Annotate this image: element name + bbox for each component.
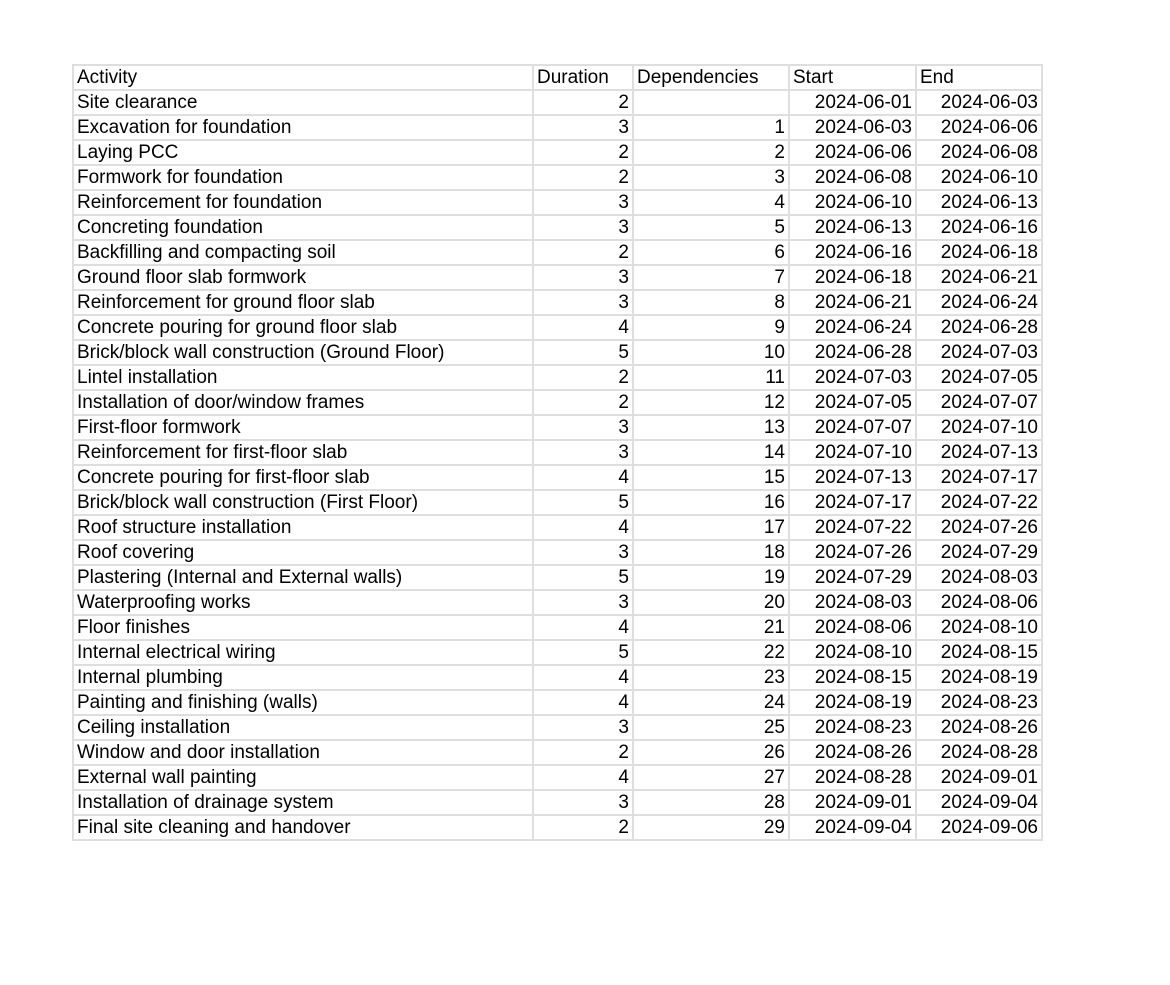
duration-cell[interactable]: 2 bbox=[533, 390, 633, 415]
duration-cell[interactable]: 2 bbox=[533, 740, 633, 765]
table-row bbox=[73, 315, 1042, 340]
dependencies-cell[interactable]: 1 bbox=[633, 115, 789, 140]
dependencies-cell[interactable]: 6 bbox=[633, 240, 789, 265]
activity-cell[interactable]: Floor finishes bbox=[73, 615, 533, 640]
table-row bbox=[73, 265, 1042, 290]
table-row bbox=[73, 365, 1042, 390]
dependencies-cell[interactable]: 12 bbox=[633, 390, 789, 415]
start-cell[interactable]: 2024-06-13 bbox=[789, 215, 916, 240]
end-cell[interactable]: 2024-06-18 bbox=[916, 240, 1042, 265]
end-cell[interactable]: 2024-06-13 bbox=[916, 190, 1042, 215]
duration-cell[interactable]: 3 bbox=[533, 290, 633, 315]
start-cell[interactable]: 2024-07-26 bbox=[789, 540, 916, 565]
table-row bbox=[73, 540, 1042, 565]
schedule-body bbox=[73, 90, 1042, 840]
duration-cell[interactable]: 3 bbox=[533, 265, 633, 290]
table-row bbox=[73, 490, 1042, 515]
header-end[interactable]: End bbox=[916, 65, 1042, 90]
end-cell[interactable]: 2024-07-17 bbox=[916, 465, 1042, 490]
dependencies-cell[interactable]: 14 bbox=[633, 440, 789, 465]
start-cell[interactable]: 2024-07-05 bbox=[789, 390, 916, 415]
end-cell[interactable]: 2024-08-19 bbox=[916, 665, 1042, 690]
table-row bbox=[73, 215, 1042, 240]
table-row bbox=[73, 640, 1042, 665]
end-cell[interactable]: 2024-09-01 bbox=[916, 765, 1042, 790]
end-cell[interactable]: 2024-06-08 bbox=[916, 140, 1042, 165]
start-cell[interactable]: 2024-06-28 bbox=[789, 340, 916, 365]
duration-cell[interactable]: 5 bbox=[533, 565, 633, 590]
table-row bbox=[73, 390, 1042, 415]
duration-cell[interactable]: 2 bbox=[533, 90, 633, 115]
table-row bbox=[73, 115, 1042, 140]
duration-cell[interactable]: 4 bbox=[533, 690, 633, 715]
end-cell[interactable]: 2024-08-06 bbox=[916, 590, 1042, 615]
header-dependencies[interactable]: Dependencies bbox=[633, 65, 789, 90]
table-row bbox=[73, 740, 1042, 765]
start-cell[interactable]: 2024-07-03 bbox=[789, 365, 916, 390]
activity-cell[interactable]: Concrete pouring for first-floor slab bbox=[73, 465, 533, 490]
duration-cell[interactable]: 3 bbox=[533, 790, 633, 815]
start-cell[interactable]: 2024-06-01 bbox=[789, 90, 916, 115]
header-duration[interactable]: Duration bbox=[533, 65, 633, 90]
start-cell[interactable]: 2024-07-29 bbox=[789, 565, 916, 590]
start-cell[interactable]: 2024-06-10 bbox=[789, 190, 916, 215]
start-cell[interactable]: 2024-06-16 bbox=[789, 240, 916, 265]
end-cell[interactable]: 2024-07-03 bbox=[916, 340, 1042, 365]
activity-cell[interactable]: Brick/block wall construction (First Floor) bbox=[73, 490, 533, 515]
activity-cell[interactable]: Reinforcement for ground floor slab bbox=[73, 290, 533, 315]
activity-cell[interactable]: Roof covering bbox=[73, 540, 533, 565]
end-cell[interactable]: 2024-08-10 bbox=[916, 615, 1042, 640]
dependencies-cell[interactable]: 19 bbox=[633, 565, 789, 590]
start-cell[interactable]: 2024-09-01 bbox=[789, 790, 916, 815]
start-cell[interactable]: 2024-08-26 bbox=[789, 740, 916, 765]
activity-cell[interactable]: External wall painting bbox=[73, 765, 533, 790]
end-cell[interactable]: 2024-06-21 bbox=[916, 265, 1042, 290]
start-cell[interactable]: 2024-07-17 bbox=[789, 490, 916, 515]
duration-cell[interactable]: 5 bbox=[533, 490, 633, 515]
end-cell[interactable]: 2024-08-23 bbox=[916, 690, 1042, 715]
start-cell[interactable]: 2024-09-04 bbox=[789, 815, 916, 840]
table-row bbox=[73, 340, 1042, 365]
schedule-table bbox=[72, 64, 1043, 841]
table-row bbox=[73, 465, 1042, 490]
activity-cell[interactable]: Excavation for foundation bbox=[73, 115, 533, 140]
activity-cell[interactable]: Reinforcement for first-floor slab bbox=[73, 440, 533, 465]
table-row bbox=[73, 190, 1042, 215]
dependencies-cell[interactable]: 28 bbox=[633, 790, 789, 815]
activity-cell[interactable]: Waterproofing works bbox=[73, 590, 533, 615]
duration-cell[interactable]: 3 bbox=[533, 440, 633, 465]
activity-cell[interactable]: First-floor formwork bbox=[73, 415, 533, 440]
duration-cell[interactable]: 4 bbox=[533, 465, 633, 490]
table-row bbox=[73, 415, 1042, 440]
start-cell[interactable]: 2024-08-03 bbox=[789, 590, 916, 615]
start-cell[interactable]: 2024-06-21 bbox=[789, 290, 916, 315]
activity-cell[interactable]: Brick/block wall construction (Ground Floor) bbox=[73, 340, 533, 365]
end-cell[interactable]: 2024-07-07 bbox=[916, 390, 1042, 415]
table-row bbox=[73, 165, 1042, 190]
start-cell[interactable]: 2024-06-08 bbox=[789, 165, 916, 190]
header-activity[interactable]: Activity bbox=[73, 65, 533, 90]
activity-cell[interactable]: Painting and finishing (walls) bbox=[73, 690, 533, 715]
duration-cell[interactable]: 4 bbox=[533, 665, 633, 690]
duration-cell[interactable]: 2 bbox=[533, 365, 633, 390]
table-row bbox=[73, 440, 1042, 465]
activity-cell[interactable]: Internal plumbing bbox=[73, 665, 533, 690]
start-cell[interactable]: 2024-07-07 bbox=[789, 415, 916, 440]
end-cell[interactable]: 2024-06-03 bbox=[916, 90, 1042, 115]
activity-cell[interactable]: Formwork for foundation bbox=[73, 165, 533, 190]
dependencies-cell[interactable]: 4 bbox=[633, 190, 789, 215]
start-cell[interactable]: 2024-08-19 bbox=[789, 690, 916, 715]
start-cell[interactable]: 2024-08-10 bbox=[789, 640, 916, 665]
end-cell[interactable]: 2024-06-28 bbox=[916, 315, 1042, 340]
dependencies-cell[interactable]: 27 bbox=[633, 765, 789, 790]
activity-cell[interactable]: Ground floor slab formwork bbox=[73, 265, 533, 290]
end-cell[interactable]: 2024-07-26 bbox=[916, 515, 1042, 540]
table-row bbox=[73, 90, 1042, 115]
duration-cell[interactable]: 5 bbox=[533, 640, 633, 665]
table-row bbox=[73, 765, 1042, 790]
activity-cell[interactable]: Internal electrical wiring bbox=[73, 640, 533, 665]
start-cell[interactable]: 2024-07-10 bbox=[789, 440, 916, 465]
table-row bbox=[73, 590, 1042, 615]
dependencies-cell[interactable]: 23 bbox=[633, 665, 789, 690]
end-cell[interactable]: 2024-09-06 bbox=[916, 815, 1042, 840]
activity-cell[interactable]: Roof structure installation bbox=[73, 515, 533, 540]
duration-cell[interactable]: 4 bbox=[533, 515, 633, 540]
header-row bbox=[73, 65, 1042, 90]
duration-cell[interactable]: 3 bbox=[533, 540, 633, 565]
dependencies-cell[interactable]: 18 bbox=[633, 540, 789, 565]
activity-cell[interactable]: Backfilling and compacting soil bbox=[73, 240, 533, 265]
dependencies-cell[interactable]: 3 bbox=[633, 165, 789, 190]
activity-cell[interactable]: Plastering (Internal and External walls) bbox=[73, 565, 533, 590]
end-cell[interactable]: 2024-07-22 bbox=[916, 490, 1042, 515]
dependencies-cell[interactable]: 8 bbox=[633, 290, 789, 315]
dependencies-cell[interactable]: 9 bbox=[633, 315, 789, 340]
activity-cell[interactable]: Lintel installation bbox=[73, 365, 533, 390]
table-row bbox=[73, 240, 1042, 265]
start-cell[interactable]: 2024-08-23 bbox=[789, 715, 916, 740]
activity-cell[interactable]: Site clearance bbox=[73, 90, 533, 115]
table-row bbox=[73, 515, 1042, 540]
end-cell[interactable]: 2024-09-04 bbox=[916, 790, 1042, 815]
end-cell[interactable]: 2024-06-24 bbox=[916, 290, 1042, 315]
table-row bbox=[73, 790, 1042, 815]
activity-cell[interactable]: Installation of drainage system bbox=[73, 790, 533, 815]
end-cell[interactable]: 2024-06-10 bbox=[916, 165, 1042, 190]
dependencies-cell[interactable]: 25 bbox=[633, 715, 789, 740]
end-cell[interactable]: 2024-07-05 bbox=[916, 365, 1042, 390]
table-row bbox=[73, 715, 1042, 740]
activity-cell[interactable]: Ceiling installation bbox=[73, 715, 533, 740]
activity-cell[interactable]: Window and door installation bbox=[73, 740, 533, 765]
table-row bbox=[73, 690, 1042, 715]
dependencies-cell[interactable]: 24 bbox=[633, 690, 789, 715]
table-row bbox=[73, 665, 1042, 690]
end-cell[interactable]: 2024-07-10 bbox=[916, 415, 1042, 440]
duration-cell[interactable]: 4 bbox=[533, 765, 633, 790]
duration-cell[interactable]: 3 bbox=[533, 115, 633, 140]
end-cell[interactable]: 2024-08-03 bbox=[916, 565, 1042, 590]
start-cell[interactable]: 2024-06-18 bbox=[789, 265, 916, 290]
duration-cell[interactable]: 4 bbox=[533, 615, 633, 640]
duration-cell[interactable]: 3 bbox=[533, 215, 633, 240]
activity-cell[interactable]: Concreting foundation bbox=[73, 215, 533, 240]
duration-cell[interactable]: 3 bbox=[533, 590, 633, 615]
end-cell[interactable]: 2024-08-28 bbox=[916, 740, 1042, 765]
duration-cell[interactable]: 3 bbox=[533, 415, 633, 440]
table-row bbox=[73, 290, 1042, 315]
table-row bbox=[73, 615, 1042, 640]
duration-cell[interactable]: 2 bbox=[533, 815, 633, 840]
start-cell[interactable]: 2024-08-28 bbox=[789, 765, 916, 790]
schedule-sheet bbox=[72, 64, 1043, 841]
activity-cell[interactable]: Final site cleaning and handover bbox=[73, 815, 533, 840]
end-cell[interactable]: 2024-08-26 bbox=[916, 715, 1042, 740]
duration-cell[interactable]: 2 bbox=[533, 140, 633, 165]
start-cell[interactable]: 2024-08-06 bbox=[789, 615, 916, 640]
start-cell[interactable]: 2024-06-24 bbox=[789, 315, 916, 340]
end-cell[interactable]: 2024-07-29 bbox=[916, 540, 1042, 565]
dependencies-cell[interactable]: 5 bbox=[633, 215, 789, 240]
start-cell[interactable]: 2024-06-03 bbox=[789, 115, 916, 140]
table-row bbox=[73, 140, 1042, 165]
dependencies-cell[interactable]: 7 bbox=[633, 265, 789, 290]
dependencies-cell[interactable]: 29 bbox=[633, 815, 789, 840]
duration-cell[interactable]: 2 bbox=[533, 165, 633, 190]
header-start[interactable]: Start bbox=[789, 65, 916, 90]
dependencies-cell[interactable]: 22 bbox=[633, 640, 789, 665]
dependencies-cell[interactable]: 20 bbox=[633, 590, 789, 615]
start-cell[interactable]: 2024-07-22 bbox=[789, 515, 916, 540]
end-cell[interactable]: 2024-06-16 bbox=[916, 215, 1042, 240]
activity-cell[interactable]: Reinforcement for foundation bbox=[73, 190, 533, 215]
activity-cell[interactable]: Installation of door/window frames bbox=[73, 390, 533, 415]
duration-cell[interactable]: 3 bbox=[533, 715, 633, 740]
activity-cell[interactable]: Laying PCC bbox=[73, 140, 533, 165]
end-cell[interactable]: 2024-08-15 bbox=[916, 640, 1042, 665]
duration-cell[interactable]: 5 bbox=[533, 340, 633, 365]
dependencies-cell[interactable]: 10 bbox=[633, 340, 789, 365]
duration-cell[interactable]: 3 bbox=[533, 190, 633, 215]
table-row bbox=[73, 565, 1042, 590]
dependencies-cell[interactable]: 17 bbox=[633, 515, 789, 540]
dependencies-cell[interactable]: 2 bbox=[633, 140, 789, 165]
dependencies-cell[interactable]: 11 bbox=[633, 365, 789, 390]
dependencies-cell[interactable]: 16 bbox=[633, 490, 789, 515]
dependencies-cell[interactable]: 15 bbox=[633, 465, 789, 490]
duration-cell[interactable]: 2 bbox=[533, 240, 633, 265]
end-cell[interactable]: 2024-07-13 bbox=[916, 440, 1042, 465]
start-cell[interactable]: 2024-06-06 bbox=[789, 140, 916, 165]
start-cell[interactable]: 2024-08-15 bbox=[789, 665, 916, 690]
dependencies-cell[interactable]: 21 bbox=[633, 615, 789, 640]
activity-cell[interactable]: Concrete pouring for ground floor slab bbox=[73, 315, 533, 340]
dependencies-cell[interactable]: 13 bbox=[633, 415, 789, 440]
end-cell[interactable]: 2024-06-06 bbox=[916, 115, 1042, 140]
start-cell[interactable]: 2024-07-13 bbox=[789, 465, 916, 490]
dependencies-cell[interactable]: 26 bbox=[633, 740, 789, 765]
duration-cell[interactable]: 4 bbox=[533, 315, 633, 340]
dependencies-cell[interactable] bbox=[633, 90, 789, 115]
table-row bbox=[73, 815, 1042, 840]
